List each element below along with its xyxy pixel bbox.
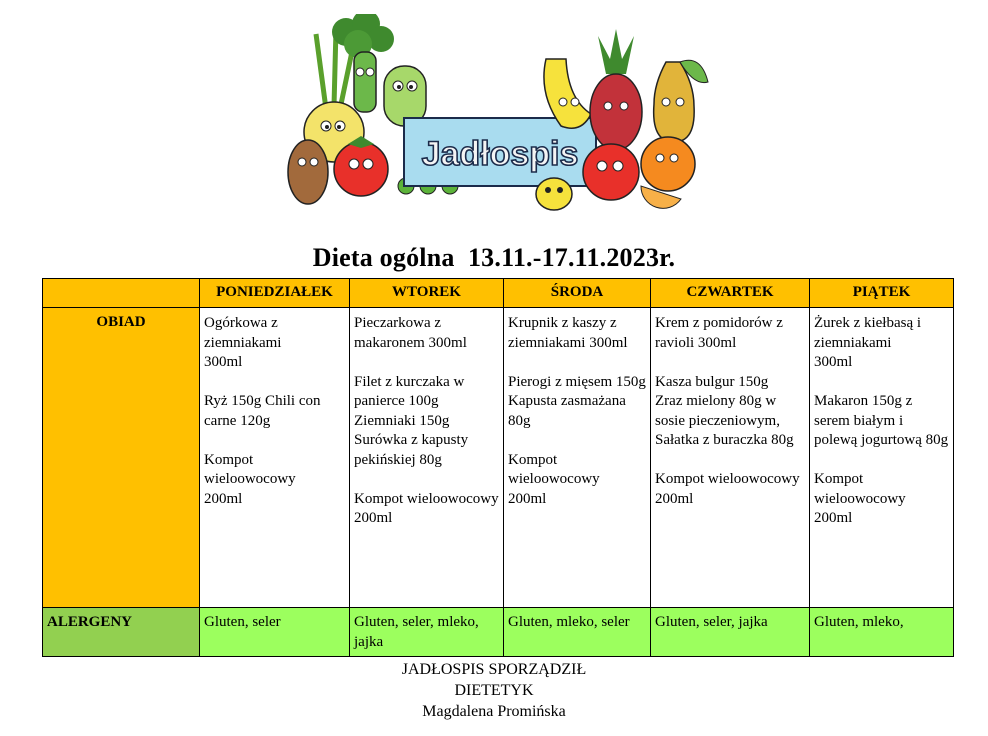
meal-item: Filet z kurczaka w panierce 100g Ziemniaki 150g Surówka z kapusty pekińskiej 80g xyxy=(354,373,469,468)
meal-cell-wednesday xyxy=(504,308,651,608)
lemon-character xyxy=(536,178,572,210)
meal-item: Kasza bulgur 150g Zraz mielony 80g w sosie pieczeniowym, Sałatka z buraczka 80g xyxy=(655,373,794,448)
allergens-label: ALERGENY xyxy=(43,608,200,657)
day-header-tuesday: WTOREK xyxy=(350,279,504,308)
footer-line-prepared-by: JADŁOSPIS SPORZĄDZIŁ xyxy=(401,661,587,678)
meal-item: Krem z pomidorów z ravioli 300ml xyxy=(655,315,783,351)
meal-cell-thursday xyxy=(651,308,810,608)
jadlospis-banner-illustration xyxy=(276,14,726,219)
allergens-wednesday: Gluten, mleko, seler xyxy=(504,608,651,657)
footer-line-dietitian: DIETETYK xyxy=(454,682,534,699)
menu-table xyxy=(42,278,954,657)
obiad-row xyxy=(43,308,954,608)
day-header-thursday: CZWARTEK xyxy=(651,279,810,308)
meal-item: Kompot wieloowocowy 200ml xyxy=(354,490,499,526)
allergens-thursday: Gluten, seler, jajka xyxy=(651,608,810,657)
meal-item: Pieczarkowa z makaronem 300ml xyxy=(354,315,467,351)
meal-item: Kompot wieloowocowy 200ml xyxy=(814,471,906,526)
day-header-wednesday: ŚRODA xyxy=(504,279,651,308)
apple-character xyxy=(583,144,639,200)
orange-character xyxy=(641,137,695,208)
meal-item: Ogórkowa z ziemniakami 300ml xyxy=(204,315,282,370)
obiad-label: OBIAD xyxy=(43,308,200,608)
pineapple-character xyxy=(590,29,642,150)
footer-line-name: Magdalena Promińska xyxy=(422,703,566,720)
meal-item: Kompot wieloowocowy 200ml xyxy=(508,451,600,507)
day-header-friday: PIĄTEK xyxy=(810,279,954,308)
pear-character xyxy=(654,60,708,142)
meal-item: Kompot wieloowocowy 200ml xyxy=(204,451,296,507)
meal-item: Ryż 150g Chili con carne 120g xyxy=(204,393,321,429)
meal-cell-monday xyxy=(200,308,350,608)
allergens-friday: Gluten, mleko, xyxy=(810,608,954,657)
meal-item: Makaron 150g z serem białym i polewą jogurtową 80g xyxy=(814,393,949,448)
meal-item: Pierogi z mięsem 150g Kapusta zasmażana 80g xyxy=(508,373,646,429)
meal-cell-tuesday xyxy=(350,308,504,608)
meal-item: Krupnik z kaszy z ziemniakami 300ml xyxy=(508,315,628,351)
allergens-row xyxy=(43,608,954,657)
allergens-tuesday: Gluten, seler, mleko, jajka xyxy=(350,608,504,657)
meal-item: Żurek z kiełbasą i ziemniakami 300ml xyxy=(814,315,922,370)
sign-text: Jadłospis xyxy=(421,135,579,173)
footer-signature xyxy=(0,659,988,722)
allergens-monday: Gluten, seler xyxy=(200,608,350,657)
header-row xyxy=(43,279,954,308)
corner-cell xyxy=(43,279,200,308)
meal-item: Kompot wieloowocowy 200ml xyxy=(655,471,800,507)
meal-cell-friday xyxy=(810,308,954,608)
page-title: Dieta ogólna 13.11.-17.11.2023r. xyxy=(312,243,676,272)
day-header-monday: PONIEDZIAŁEK xyxy=(200,279,350,308)
potato-character xyxy=(288,140,328,204)
